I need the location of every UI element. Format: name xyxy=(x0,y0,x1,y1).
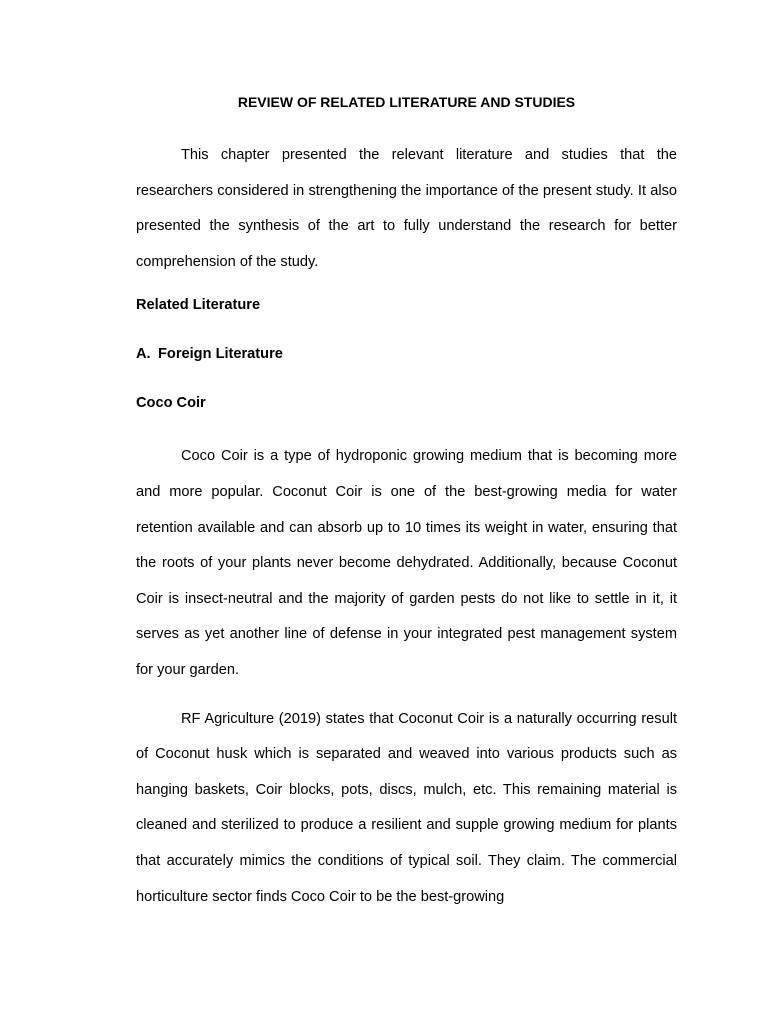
document-title: REVIEW OF RELATED LITERATURE AND STUDIES xyxy=(237,94,576,110)
intro-paragraph: This chapter presented the relevant literature and studies that the researchers considered in strengthening the importance of the present study. It also presented the synthesis of the art to fully understand the research for better comprehension of the study. xyxy=(136,147,677,270)
subsection-letter: A. xyxy=(136,346,151,363)
subsection-label: Foreign Literature xyxy=(158,346,283,363)
section-heading: Related Literature xyxy=(136,297,261,314)
body-paragraph: RF Agriculture (2019) states that Coconut Coir is a naturally occurring result of Coconut husk which is separated and weaved into various products such as hanging baskets, Coir blocks, pots, discs, mulch, etc. This remaining material is cleaned and sterilized to produce a resilient and supple growing medium for plants that accurately mimics the conditions of typical soil. They claim. The commercial horticulture sector finds Coco Coir to be the best-growing xyxy=(136,710,677,905)
subsection-heading xyxy=(136,342,677,366)
topic-heading: Coco Coir xyxy=(136,394,206,411)
body-paragraph: Coco Coir is a type of hydroponic growing medium that is becoming more and more popular. Coconut Coir is one of the best-growing media for water retention available and can absorb up to 10 times its weight in water, ensuring that the roots of your plants never become dehydrated. Additionally, because Coconut Coir is insect-neutral and the majority of garden pests do not like to settle in it, it serves as yet another line of defense in your integrated pest management system for your garden. xyxy=(136,448,677,678)
document-page xyxy=(136,90,677,928)
